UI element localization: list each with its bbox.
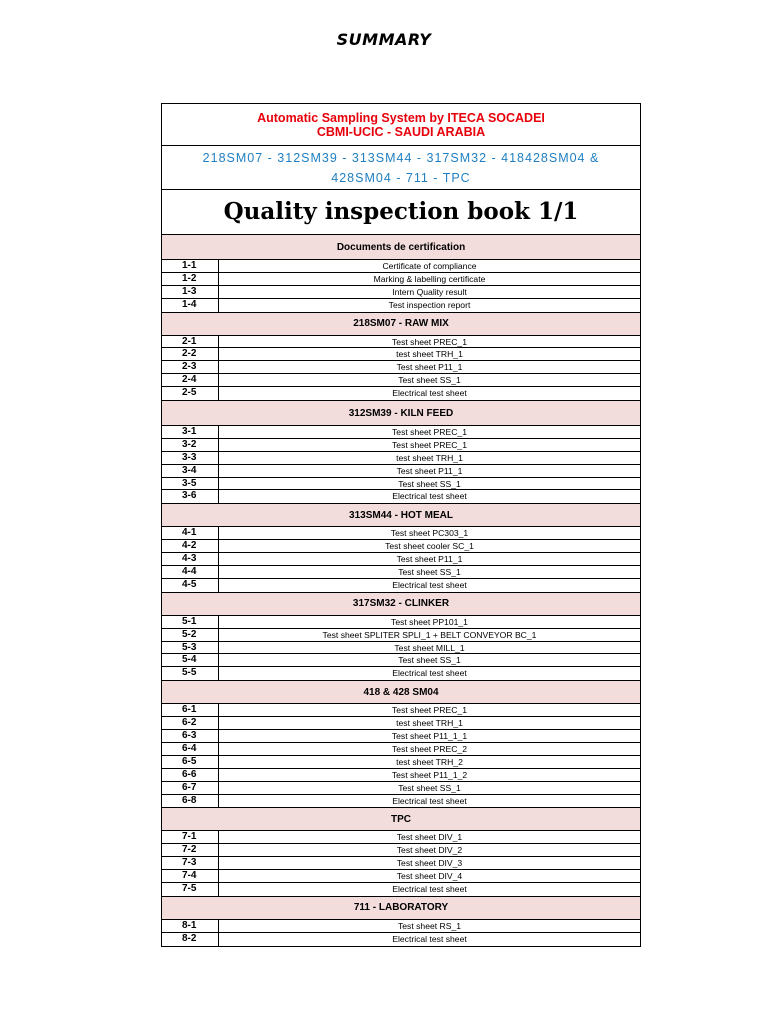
item-number: 3-1 xyxy=(162,426,219,438)
item-description: Test sheet SS_1 xyxy=(398,375,461,386)
item-description: Test sheet cooler SC_1 xyxy=(385,541,474,552)
item-number: 5-2 xyxy=(162,629,219,641)
item-description: Test sheet SS_1 xyxy=(398,478,461,489)
table-row xyxy=(162,299,640,312)
table-row xyxy=(162,857,640,870)
section-title: 418 & 428 SM04 xyxy=(162,681,640,704)
codes-line-2: 428SM04 - 711 - TPC xyxy=(331,171,471,185)
table-row xyxy=(162,348,640,361)
item-description: Intern Quality result xyxy=(392,286,467,297)
table-row xyxy=(162,553,640,566)
table-row xyxy=(162,452,640,465)
item-number: 3-6 xyxy=(162,490,219,503)
item-description: Test sheet P11_1 xyxy=(396,465,463,476)
item-description: Test sheet PREC_2 xyxy=(392,743,467,754)
item-description: Test sheet P11_1_2 xyxy=(391,769,468,780)
item-description: Test sheet P11_1_1 xyxy=(391,731,468,742)
section-group xyxy=(162,681,640,808)
table-row xyxy=(162,273,640,286)
item-number: 6-7 xyxy=(162,782,219,794)
header-company xyxy=(162,104,640,146)
inspection-book-table xyxy=(161,103,641,947)
item-description: Test sheet SS_1 xyxy=(398,655,461,666)
item-number: 6-8 xyxy=(162,795,219,808)
item-number: 5-4 xyxy=(162,654,219,666)
table-row xyxy=(162,844,640,857)
table-row xyxy=(162,566,640,579)
item-number: 5-5 xyxy=(162,667,219,680)
table-row xyxy=(162,704,640,717)
item-number: 7-4 xyxy=(162,870,219,882)
item-number: 3-5 xyxy=(162,478,219,490)
table-row xyxy=(162,870,640,883)
summary-title: SUMMARY xyxy=(336,30,432,49)
table-row xyxy=(162,616,640,629)
table-row xyxy=(162,426,640,439)
table-row xyxy=(162,361,640,374)
item-description: Test sheet PREC_1 xyxy=(392,336,467,347)
item-number: 2-1 xyxy=(162,336,219,348)
item-number: 6-4 xyxy=(162,743,219,755)
item-description: test sheet TRH_1 xyxy=(396,718,463,729)
item-description: Test sheet SS_1 xyxy=(398,782,461,793)
section-title: 313SM44 - HOT MEAL xyxy=(162,504,640,527)
item-number: 7-1 xyxy=(162,831,219,843)
item-description: Certificate of compliance xyxy=(382,261,477,271)
table-row xyxy=(162,478,640,491)
item-description: Test sheet PP101_1 xyxy=(391,616,468,627)
table-row xyxy=(162,260,640,273)
item-number: 4-3 xyxy=(162,553,219,565)
table-row xyxy=(162,743,640,756)
item-description: test sheet TRH_1 xyxy=(396,349,463,360)
item-description: Test sheet PREC_1 xyxy=(392,439,467,450)
table-row xyxy=(162,579,640,592)
table-row xyxy=(162,439,640,452)
table-row xyxy=(162,336,640,349)
section-title: Documents de certification xyxy=(162,235,640,260)
section-title: 711 - LABORATORY xyxy=(162,897,640,920)
section-title: 312SM39 - KILN FEED xyxy=(162,401,640,426)
item-number: 2-3 xyxy=(162,361,219,373)
item-description: Electrical test sheet xyxy=(392,668,467,679)
table-row xyxy=(162,920,640,933)
section-group xyxy=(162,897,640,946)
item-number: 7-3 xyxy=(162,857,219,869)
item-number: 6-2 xyxy=(162,717,219,729)
item-number: 1-3 xyxy=(162,286,219,298)
section-title: 218SM07 - RAW MIX xyxy=(162,313,640,336)
item-number: 5-3 xyxy=(162,642,219,654)
item-number: 2-5 xyxy=(162,387,219,400)
item-description: Test sheet DIV_1 xyxy=(396,832,463,843)
table-row xyxy=(162,795,640,808)
item-description: Electrical test sheet xyxy=(392,579,467,590)
item-description: Test sheet SS_1 xyxy=(398,567,461,578)
table-row xyxy=(162,769,640,782)
table-row xyxy=(162,756,640,769)
table-row xyxy=(162,642,640,655)
item-description: Test sheet PC303_1 xyxy=(390,528,469,539)
table-row xyxy=(162,782,640,795)
section-group xyxy=(162,313,640,401)
item-description: Test sheet DIV_3 xyxy=(396,858,463,869)
item-number: 8-1 xyxy=(162,920,219,932)
table-row xyxy=(162,490,640,503)
table-row xyxy=(162,883,640,896)
table-row xyxy=(162,465,640,478)
item-number: 7-2 xyxy=(162,844,219,856)
item-number: 2-4 xyxy=(162,374,219,386)
item-number: 1-2 xyxy=(162,273,219,285)
table-row xyxy=(162,667,640,680)
item-number: 1-1 xyxy=(162,260,219,272)
item-description: Test sheet P11_1 xyxy=(396,362,463,373)
table-row xyxy=(162,933,640,946)
item-description: Electrical test sheet xyxy=(392,795,467,806)
item-number: 4-2 xyxy=(162,540,219,552)
section-group xyxy=(162,235,640,313)
table-row xyxy=(162,629,640,642)
sections-container xyxy=(162,235,640,946)
item-number: 6-6 xyxy=(162,769,219,781)
item-number: 6-3 xyxy=(162,730,219,742)
item-number: 6-1 xyxy=(162,704,219,716)
header-line-1: Automatic Sampling System by ITECA SOCADEI xyxy=(257,111,545,125)
section-title: TPC xyxy=(162,808,640,831)
table-row xyxy=(162,730,640,743)
table-row xyxy=(162,286,640,299)
item-description: Electrical test sheet xyxy=(392,883,467,894)
item-description: Test sheet RS_1 xyxy=(397,920,462,931)
section-group xyxy=(162,808,640,896)
item-description: Test sheet PREC_1 xyxy=(392,705,467,716)
item-number: 4-4 xyxy=(162,566,219,578)
item-description: test sheet TRH_2 xyxy=(396,756,463,767)
item-number: 8-2 xyxy=(162,933,219,946)
item-number: 1-4 xyxy=(162,299,219,312)
table-row xyxy=(162,374,640,387)
table-row xyxy=(162,654,640,667)
item-number: 4-1 xyxy=(162,527,219,539)
item-number: 7-5 xyxy=(162,883,219,896)
section-group xyxy=(162,401,640,504)
item-description: Electrical test sheet xyxy=(392,933,467,944)
item-number: 3-4 xyxy=(162,465,219,477)
item-number: 3-2 xyxy=(162,439,219,451)
section-group xyxy=(162,593,640,681)
item-description: test sheet TRH_1 xyxy=(396,452,463,463)
table-row xyxy=(162,717,640,730)
item-description: Marking & labelling certificate xyxy=(373,273,486,284)
table-row xyxy=(162,831,640,844)
item-description: Test sheet MILL_1 xyxy=(394,642,465,653)
item-number: 4-5 xyxy=(162,579,219,592)
item-number: 6-5 xyxy=(162,756,219,768)
item-description: Test sheet DIV_4 xyxy=(396,871,463,882)
header-codes xyxy=(162,146,640,190)
header-line-2: CBMI-UCIC - SAUDI ARABIA xyxy=(316,125,486,139)
codes-line-1: 218SM07 - 312SM39 - 313SM44 - 317SM32 - 418428SM04 & xyxy=(202,151,600,165)
book-title: Quality inspection book 1/1 xyxy=(162,190,640,235)
item-description: Test sheet DIV_2 xyxy=(396,845,463,856)
section-group xyxy=(162,504,640,592)
item-number: 3-3 xyxy=(162,452,219,464)
item-description: Test sheet PREC_1 xyxy=(392,427,467,438)
item-number: 2-2 xyxy=(162,348,219,360)
item-description: Electrical test sheet xyxy=(392,491,467,502)
item-description: Test inspection report xyxy=(388,299,471,310)
item-description: Electrical test sheet xyxy=(392,388,467,399)
item-description: Test sheet SPLITER SPLI_1 + BELT CONVEYOR BC_1 xyxy=(322,629,537,640)
item-number: 5-1 xyxy=(162,616,219,628)
table-row xyxy=(162,387,640,400)
table-row xyxy=(162,527,640,540)
table-row xyxy=(162,540,640,553)
section-title: 317SM32 - CLINKER xyxy=(162,593,640,616)
item-description: Test sheet P11_1 xyxy=(396,554,463,565)
